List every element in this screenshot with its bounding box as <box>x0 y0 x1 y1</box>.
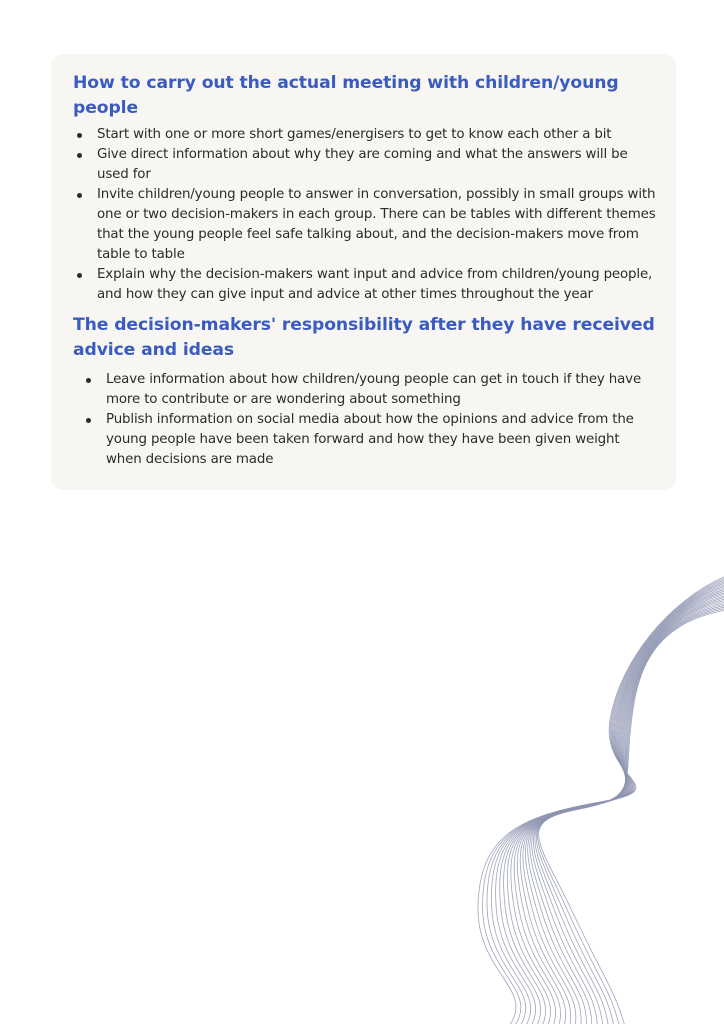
decor-wave-line <box>491 581 724 1024</box>
decor-wave-line <box>523 595 724 1024</box>
section-heading-meeting: How to carry out the actual meeting with children/young people <box>73 73 619 118</box>
responsibility-list <box>73 370 656 470</box>
list-item <box>73 125 656 145</box>
meeting-steps-list <box>73 125 656 305</box>
list-item-text: Publish information on social media about how the opinions and advice from the young people have been taken forward and how they have been given weight when decisions are made <box>106 412 634 467</box>
list-item-text: Explain why the decision-makers want input and advice from children/young people, and how they can give input and advice at other times throughout the year <box>97 267 653 302</box>
list-item <box>73 265 656 305</box>
list-item <box>73 185 656 265</box>
decor-wave-line <box>520 594 724 1024</box>
list-item-text: Invite children/young people to answer in conversation, possibly in small groups with one or two decision-makers in each group. There can be tables with different themes that the young people feel safe talking about, and the decision-makers move from table to table <box>97 187 656 262</box>
decor-wave-line <box>500 584 724 1024</box>
decor-wave-line <box>507 587 724 1024</box>
bullet-icon <box>86 378 91 383</box>
info-box <box>51 54 676 490</box>
list-item <box>73 410 656 470</box>
decor-wave-line <box>483 578 724 1024</box>
decor-wave-line <box>525 597 724 1024</box>
bullet-icon <box>86 418 91 423</box>
decor-wave-line <box>517 592 724 1024</box>
decor-wave-line <box>496 582 724 1024</box>
bullet-icon <box>77 273 82 278</box>
list-item-text: Start with one or more short games/energisers to get to know each other a bit <box>97 127 612 142</box>
bullet-icon <box>77 153 82 158</box>
bullet-icon <box>77 193 82 198</box>
list-item-text: Give direct information about why they are coming and what the answers will be used for <box>97 147 628 182</box>
list-item <box>73 145 656 185</box>
decor-wave-line <box>511 589 724 1024</box>
decorative-line-art <box>470 570 724 1024</box>
list-item-text: Leave information about how children/young people can get in touch if they have more to contribute or are wondering about something <box>106 372 642 407</box>
list-item <box>73 370 656 410</box>
section-heading-responsibility: The decision-makers' responsibility after they have received advice and ideas <box>73 315 655 360</box>
decor-wave-line <box>504 586 724 1024</box>
bullet-icon <box>77 133 82 138</box>
